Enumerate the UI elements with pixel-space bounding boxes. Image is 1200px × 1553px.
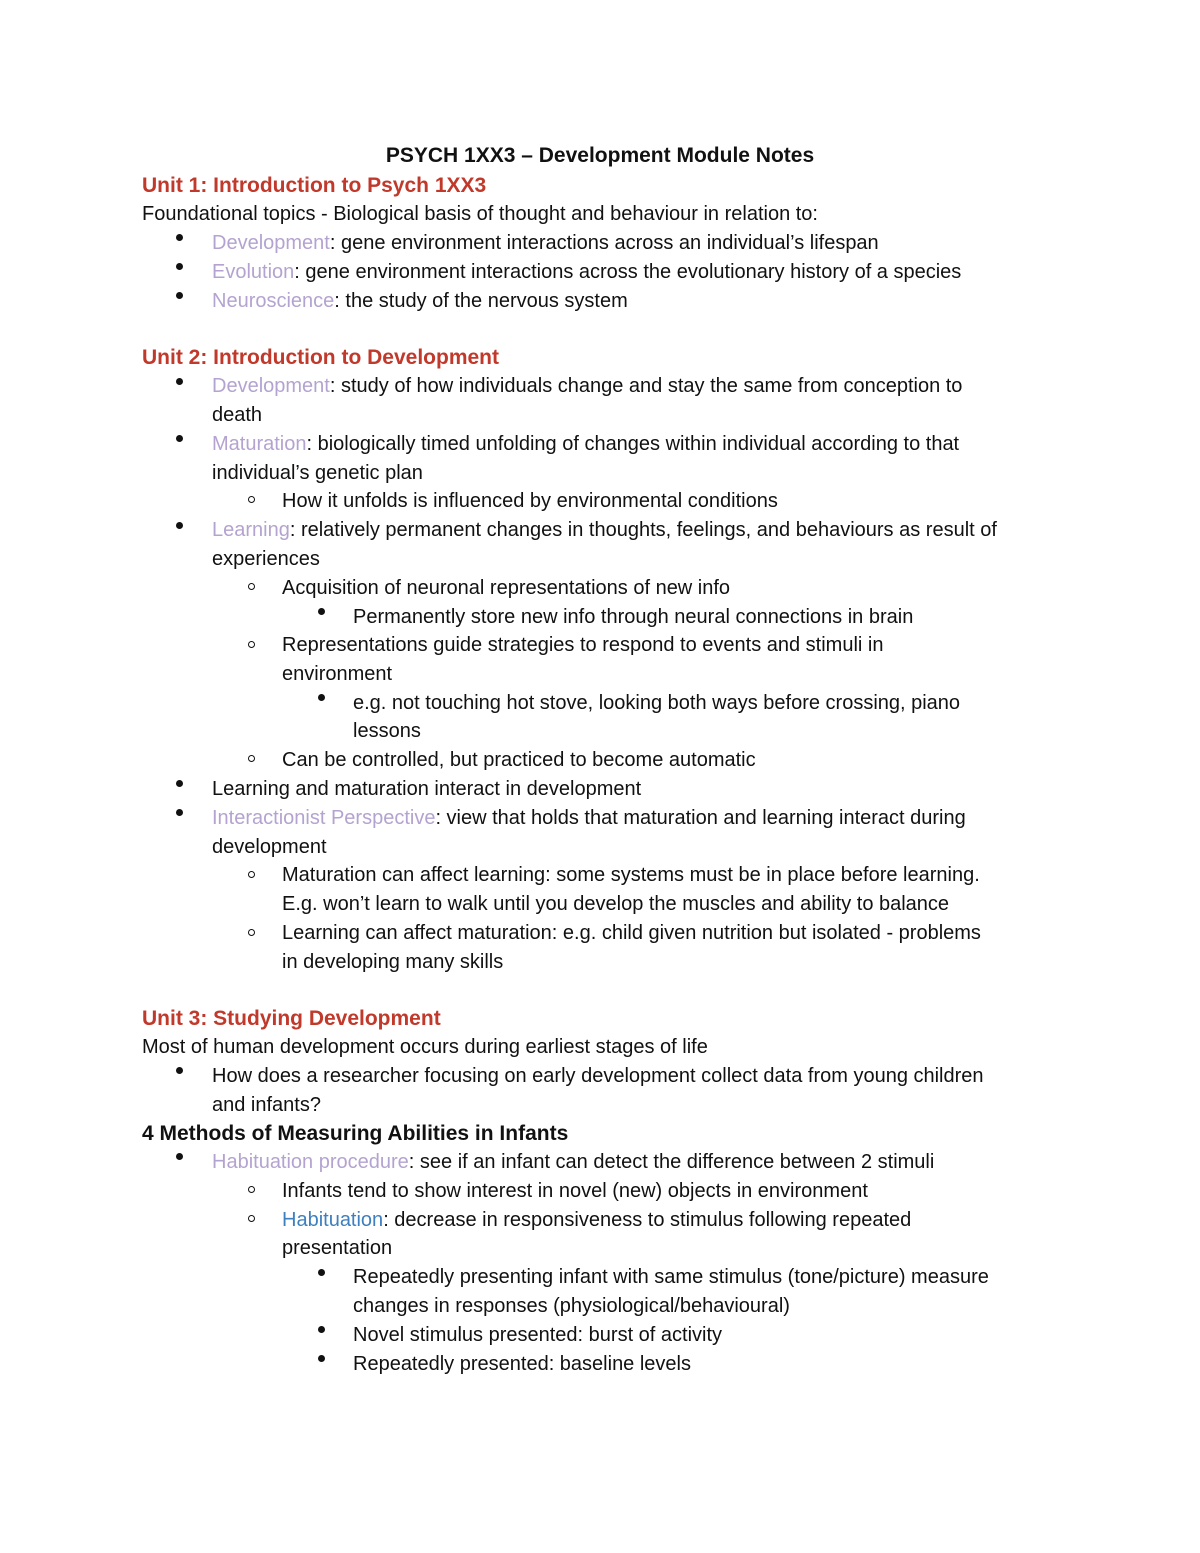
bullet-icon: [176, 292, 183, 299]
list-item: [212, 372, 962, 401]
definition-text: : gene environment interactions across the evolutionary history of a species: [294, 261, 962, 283]
bullet-icon: [176, 1153, 183, 1160]
bullet-icon: [176, 263, 183, 270]
bullet-icon: [318, 1326, 325, 1333]
term-neuroscience: Neuroscience: [212, 290, 335, 312]
bullet-icon: [176, 780, 183, 787]
term-habituation: Habituation: [282, 1209, 384, 1231]
definition-text: : biologically timed unfolding of changes within individual according to that: [306, 433, 960, 455]
circle-bullet-icon: [248, 641, 255, 648]
term-evolution: Evolution: [212, 261, 295, 283]
list-item-continued: in developing many skills: [282, 951, 504, 973]
bullet-icon: [176, 435, 183, 442]
list-item: Acquisition of neuronal representations of new info: [282, 577, 731, 599]
bullet-icon: [176, 378, 183, 385]
list-item: Novel stimulus presented: burst of activity: [353, 1324, 723, 1346]
bullet-icon: [318, 694, 325, 701]
definition-continued: experiences: [212, 548, 320, 570]
bullet-icon: [176, 1067, 183, 1074]
page-title: PSYCH 1XX3 – Development Module Notes: [385, 144, 815, 167]
unit-3-heading: Unit 3: Studying Development: [142, 1007, 441, 1030]
list-item: [212, 287, 628, 316]
list-item: Maturation can affect learning: some systems must be in place before learning.: [282, 864, 980, 886]
list-item: [212, 516, 997, 545]
term-development: Development: [212, 232, 330, 254]
list-item-continued: E.g. won’t learn to walk until you develop the muscles and ability to balance: [282, 893, 950, 915]
definition-continued: death: [212, 404, 263, 426]
list-item: e.g. not touching hot stove, looking both ways before crossing, piano: [353, 692, 961, 714]
circle-bullet-icon: [248, 1186, 255, 1193]
list-item: Repeatedly presented: baseline levels: [353, 1353, 691, 1375]
bullet-icon: [318, 1269, 325, 1276]
circle-bullet-icon: [248, 1215, 255, 1222]
definition-text: : view that holds that maturation and learning interact during: [435, 807, 966, 829]
list-item: [212, 229, 879, 258]
definition-continued: development: [212, 836, 327, 858]
term-development: Development: [212, 375, 330, 397]
bullet-icon: [318, 1355, 325, 1362]
circle-bullet-icon: [248, 871, 255, 878]
list-item-continued: changes in responses (physiological/behavioural): [353, 1295, 790, 1317]
list-item: How it unfolds is influenced by environmental conditions: [282, 490, 778, 512]
list-item: [212, 430, 959, 459]
list-item: Infants tend to show interest in novel (new) objects in environment: [282, 1180, 868, 1202]
definition-text: : relatively permanent changes in thoughts, feelings, and behaviours as result of: [289, 519, 997, 541]
term-interactionist-perspective: Interactionist Perspective: [212, 807, 436, 829]
list-item: Permanently store new info through neural connections in brain: [353, 606, 914, 628]
list-item: Learning and maturation interact in development: [212, 778, 642, 800]
list-item: Representations guide strategies to respond to events and stimuli in: [282, 634, 884, 656]
unit-1-heading: Unit 1: Introduction to Psych 1XX3: [142, 174, 487, 197]
unit-1-intro: Foundational topics - Biological basis of thought and behaviour in relation to:: [142, 203, 818, 225]
circle-bullet-icon: [248, 755, 255, 762]
list-item: Repeatedly presenting infant with same stimulus (tone/picture) measure: [353, 1266, 989, 1288]
term-habituation-procedure: Habituation procedure: [212, 1151, 409, 1173]
bullet-icon: [176, 234, 183, 241]
unit-3-intro: Most of human development occurs during earliest stages of life: [142, 1036, 708, 1058]
list-item: How does a researcher focusing on early development collect data from young children: [212, 1065, 984, 1087]
list-item-continued: lessons: [353, 720, 421, 742]
methods-heading: 4 Methods of Measuring Abilities in Infants: [142, 1122, 569, 1145]
list-item: [212, 258, 961, 287]
definition-text: : study of how individuals change and stay the same from conception to: [329, 375, 963, 397]
term-learning: Learning: [212, 519, 290, 541]
definition-text: : decrease in responsiveness to stimulus following repeated: [383, 1209, 912, 1231]
bullet-icon: [176, 809, 183, 816]
definition-continued: individual’s genetic plan: [212, 462, 423, 484]
bullet-icon: [176, 522, 183, 529]
list-item: [282, 1206, 911, 1235]
circle-bullet-icon: [248, 929, 255, 936]
term-maturation: Maturation: [212, 433, 307, 455]
definition-continued: presentation: [282, 1237, 393, 1259]
circle-bullet-icon: [248, 583, 255, 590]
list-item: Learning can affect maturation: e.g. child given nutrition but isolated - problems: [282, 922, 981, 944]
circle-bullet-icon: [248, 496, 255, 503]
list-item: Can be controlled, but practiced to become automatic: [282, 749, 756, 771]
definition-text: : gene environment interactions across an individual’s lifespan: [329, 232, 879, 254]
bullet-icon: [318, 608, 325, 615]
definition-text: : the study of the nervous system: [334, 290, 628, 312]
unit-2-heading: Unit 2: Introduction to Development: [142, 346, 499, 369]
list-item-continued: environment: [282, 663, 393, 685]
list-item: [212, 804, 966, 833]
list-item: [212, 1148, 934, 1177]
list-item-continued: and infants?: [212, 1094, 321, 1116]
definition-text: : see if an infant can detect the difference between 2 stimuli: [408, 1151, 935, 1173]
